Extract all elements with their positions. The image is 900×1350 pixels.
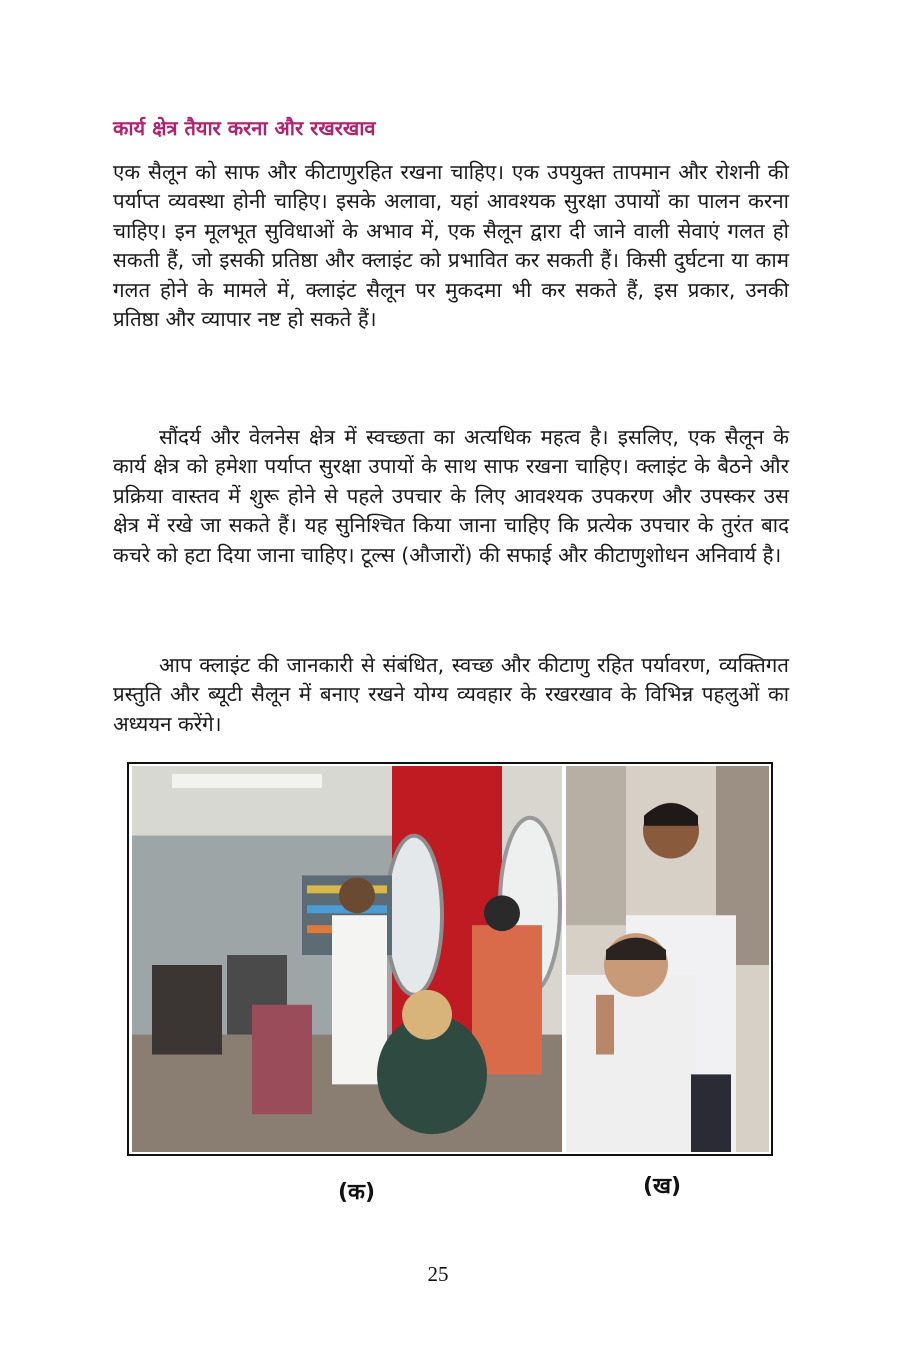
paragraph-3: आप क्लाइंट की जानकारी से संबंधित, स्वच्छ और कीटाणु रहित पर्यावरण, व्यक्तिगत प्रस्तुति और ब्यूटी सैलून में बनाए रखने योग्य व्यवहार के रखरखाव के विभिन्न पहलुओं का अध्ययन करेंगे। <box>113 653 789 736</box>
section-heading: कार्य क्षेत्र तैयार करना और रखरखाव <box>113 116 376 140</box>
caption-b: (ख) <box>643 1174 682 1199</box>
salon-interior-photo <box>132 766 562 1152</box>
threading-service-photo <box>566 766 769 1152</box>
paragraph-1: एक सैलून को साफ और कीटाणुरहित रखना चाहिए। एक उपयुक्त तापमान और रोशनी की पर्याप्त व्यवस्था होनी चाहिए। इसके अलावा, यहां आवश्यक सुरक्षा उपायों का पालन करना चाहिए। इन मूलभूत सुविधाओं के अभाव में, एक सैलून द्वारा दी जाने वाली सेवाएं गलत हो सकती हैं, जो इसकी प्रतिष्ठा और क्लाइंट को प्रभावित कर सकती हैं। किसी दुर्घटना या काम गलत होने के मामले में, क्लाइंट सैलून पर मुकदमा भी कर सकते हैं, इस प्रकार, उनकी प्रतिष्ठा और व्यापार नष्ट हो सकते हैं। <box>113 160 789 332</box>
caption-a: (क) <box>338 1180 376 1205</box>
paragraph-2: सौंदर्य और वेलनेस क्षेत्र में स्वच्छता का अत्यधिक महत्व है। इसलिए, एक सैलून के कार्य क्षेत्र को हमेशा पर्याप्त सुरक्षा उपायों के साथ साफ रखना चाहिए। क्लाइंट के बैठने और प्रक्रिया वास्तव में शुरू होने से पहले उपचार के लिए आवश्यक उपकरण और उपस्कर उस क्षेत्र में रखे जा सकते हैं। यह सुनिश्चित किया जाना चाहिए कि प्रत्येक उपचार के तुरंत बाद कचरे को हटा दिया जाना चाहिए। टूल्स (औजारों) की सफाई और कीटाणुशोधन अनिवार्य है। <box>113 425 789 567</box>
page-number: 25 <box>427 1262 449 1286</box>
salon-photos-figure <box>127 762 773 1156</box>
